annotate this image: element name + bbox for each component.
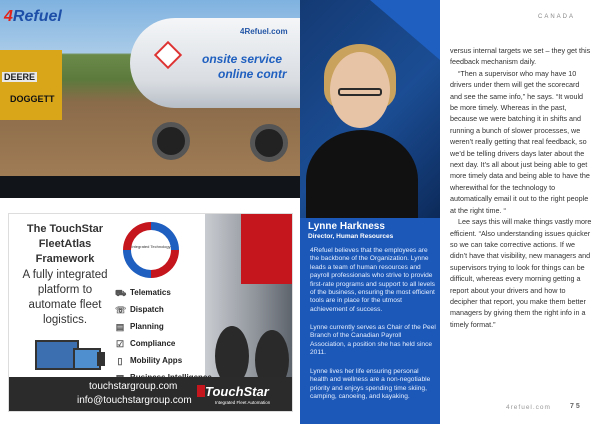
touchstar-tagline: Integrated Fleet Automation xyxy=(215,400,271,405)
truck-icon: ⛟ xyxy=(115,287,127,298)
dark-divider-bar xyxy=(0,176,300,198)
bio-paragraph: Lynne lives her life ensuring personal health and wellness are a non-negotiable priority and enjoys spending time skiing, camping, canoeing, and kayaking. xyxy=(310,368,431,401)
touchstar-advertisement[interactable] xyxy=(8,213,293,412)
feature-item: ⛟ Telematics xyxy=(115,287,171,298)
mobile-icon: ▯ xyxy=(117,355,123,366)
integrated-technology-ring xyxy=(123,222,179,278)
compliance-icon: ☑ xyxy=(115,338,125,349)
person-body xyxy=(306,130,418,218)
clipboard-icon: ▤ xyxy=(115,321,125,332)
headset-icon: ☏ xyxy=(115,304,127,315)
feature-list xyxy=(115,284,225,386)
4refuel-logo: 4Refuel xyxy=(4,8,62,25)
excavator-model: DOGGETT xyxy=(10,94,55,104)
article-paragraph: “Then a supervisor who may have 10 drivers under them will get the scorecard and see the same info,” he says. “It would be more timely. Whereas in the past, because we were batching it in shifts and running a bunch of slower processes, we weren’t really getting that real feedback, so we’d be telling drivers days later about the next day. It’s all about just being able to get more timely data and being able to have the wherewithal for the technology to automatically email it out to the right people at the right time. “ xyxy=(450,68,590,215)
article-paragraph: versus internal targets we set – they get this feedback mechanism daily. xyxy=(450,46,591,67)
fuel-truck-photo xyxy=(0,0,300,176)
bio-paragraph: 4Refuel believes that the employees are the backbone of the Organization. Lynne leads a team of human resources and payroll professionals who strive to provide first-rate programs and support to all levels of the business, ensuring the most efficient tools are in place for the utmost achievement of success. xyxy=(310,247,435,313)
touchstar-logo: TouchStar xyxy=(205,384,269,399)
excavator xyxy=(0,50,62,120)
feature-item: ▤ Planning xyxy=(115,321,164,332)
glasses xyxy=(338,88,382,96)
ad-description: A fully integrated platform to automate fleet logistics. xyxy=(22,269,108,326)
portrait-photo xyxy=(300,0,440,218)
bio-paragraph: Lynne currently serves as Chair of the Peel Branch of the Canadian Payroll Association, a position she has held since 2011. xyxy=(310,324,436,357)
truck-cab xyxy=(241,214,293,284)
phone-image xyxy=(97,352,105,366)
page-number: 75 xyxy=(570,403,582,410)
feature-item: ☑ Compliance xyxy=(115,338,176,349)
bio-role: Director, Human Resources xyxy=(308,233,394,240)
truck-wheel xyxy=(152,122,190,160)
section-label: CANADA xyxy=(538,14,576,20)
excavator-brand: DEERE xyxy=(4,72,36,82)
bio-name: Lynne Harkness xyxy=(308,221,385,232)
feature-item: ▯ Mobility Apps xyxy=(115,352,225,369)
truck-url: 4Refuel.com xyxy=(240,27,288,36)
truck-slogan-1: onsite service xyxy=(202,52,283,66)
truck-slogan-2: online contr xyxy=(218,67,287,81)
ad-website-link[interactable]: touchstargroup.com xyxy=(89,381,178,392)
ad-email-link[interactable]: info@touchstargroup.com xyxy=(77,395,192,406)
ad-footer xyxy=(9,377,292,411)
ring-label: Integrated Technology xyxy=(131,230,171,270)
truck-wheel xyxy=(250,124,288,162)
touchstar-logo-mark xyxy=(197,385,205,397)
ad-title: The TouchStar FleetAtlas Framework xyxy=(26,223,104,265)
article-paragraph: Lee says this will make things vastly more efficient. “Also understanding issues quicker so we can take corrective actions. If we didn’t have that visibility, new managers and supervisors trying to look for things can be difficult, whereas every morning getting a report about your drivers and how to decipher that report, you make them better managers by giving them the right info in a timely format.” xyxy=(450,217,592,329)
folio-website: 4refuel.com xyxy=(506,404,551,411)
feature-item: ☏ Dispatch xyxy=(115,304,164,315)
devices-illustration xyxy=(35,340,107,376)
article-body xyxy=(450,45,592,330)
